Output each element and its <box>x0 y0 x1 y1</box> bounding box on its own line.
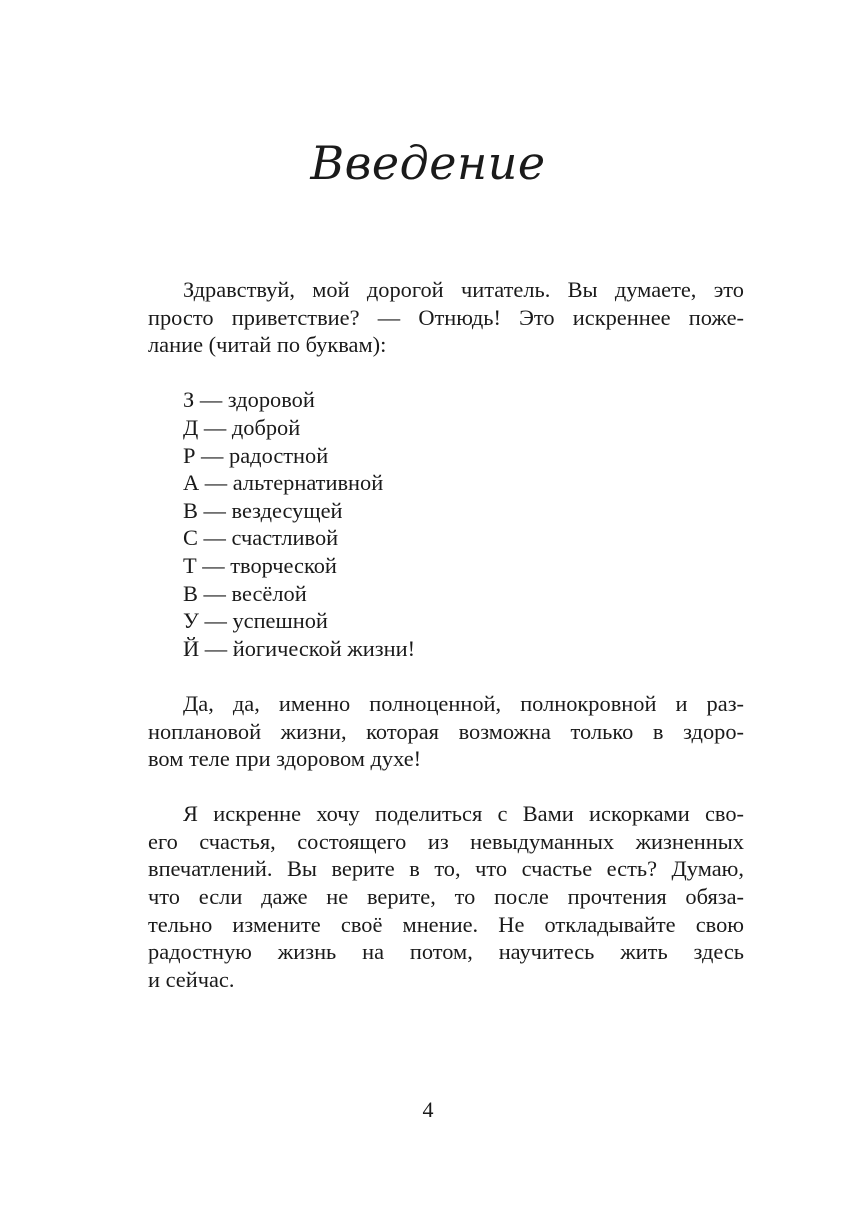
text-line: радостную жизнь на потом, научитесь жить здесь <box>148 939 744 965</box>
text-line: Здравствуй, мой дорогой читатель. Вы думаете, это <box>183 277 744 302</box>
spacer <box>148 359 744 387</box>
intro-paragraph <box>148 276 744 359</box>
text-line: вом теле при здоровом духе! <box>148 746 422 772</box>
acrostic-item: З — здоровой <box>183 387 315 413</box>
acrostic-item: В — весёлой <box>183 580 307 606</box>
text-line: просто приветствие? — Отнюдь! Это искреннее поже- <box>148 304 744 330</box>
acrostic-list <box>148 386 744 662</box>
text-line: тельно измените своё мнение. Не откладывайте свою <box>148 911 744 937</box>
text-line: что если даже не верите, то после прочтения обяза- <box>148 884 744 910</box>
spacer <box>148 662 744 690</box>
text-line: лание (читай по буквам): <box>148 332 387 358</box>
paragraph-life <box>148 690 744 773</box>
acrostic-item: А — альтернативной <box>183 470 384 496</box>
text-line: и сейчас. <box>148 966 235 992</box>
acrostic-item: Р — радостной <box>183 442 329 468</box>
acrostic-item: У — успешной <box>183 608 328 634</box>
text-line: его счастья, состоящего из невыдуманных жизненных <box>148 828 744 854</box>
chapter-body <box>148 276 744 993</box>
acrostic-item: Д — доброй <box>183 414 301 440</box>
spacer <box>148 773 744 801</box>
chapter-title: Введение <box>310 136 546 190</box>
acrostic-item: В — вездесущей <box>183 497 343 523</box>
text-line: Я искренне хочу поделиться с Вами искорками сво- <box>183 801 744 827</box>
acrostic-item: Т — творческой <box>183 552 337 578</box>
paragraph-happiness <box>148 800 744 993</box>
text-line: впечатлений. Вы верите в то, что счастье есть? Думаю, <box>148 856 744 882</box>
acrostic-item: С — счастливой <box>183 525 339 551</box>
acrostic-item: Й — йогической жизни! <box>183 635 416 661</box>
text-line: Да, да, именно полноценной, полнокровной и раз- <box>183 690 744 716</box>
page-number: 4 <box>422 1097 434 1122</box>
text-line: ноплановой жизни, которая возможна только в здоро- <box>148 718 744 744</box>
